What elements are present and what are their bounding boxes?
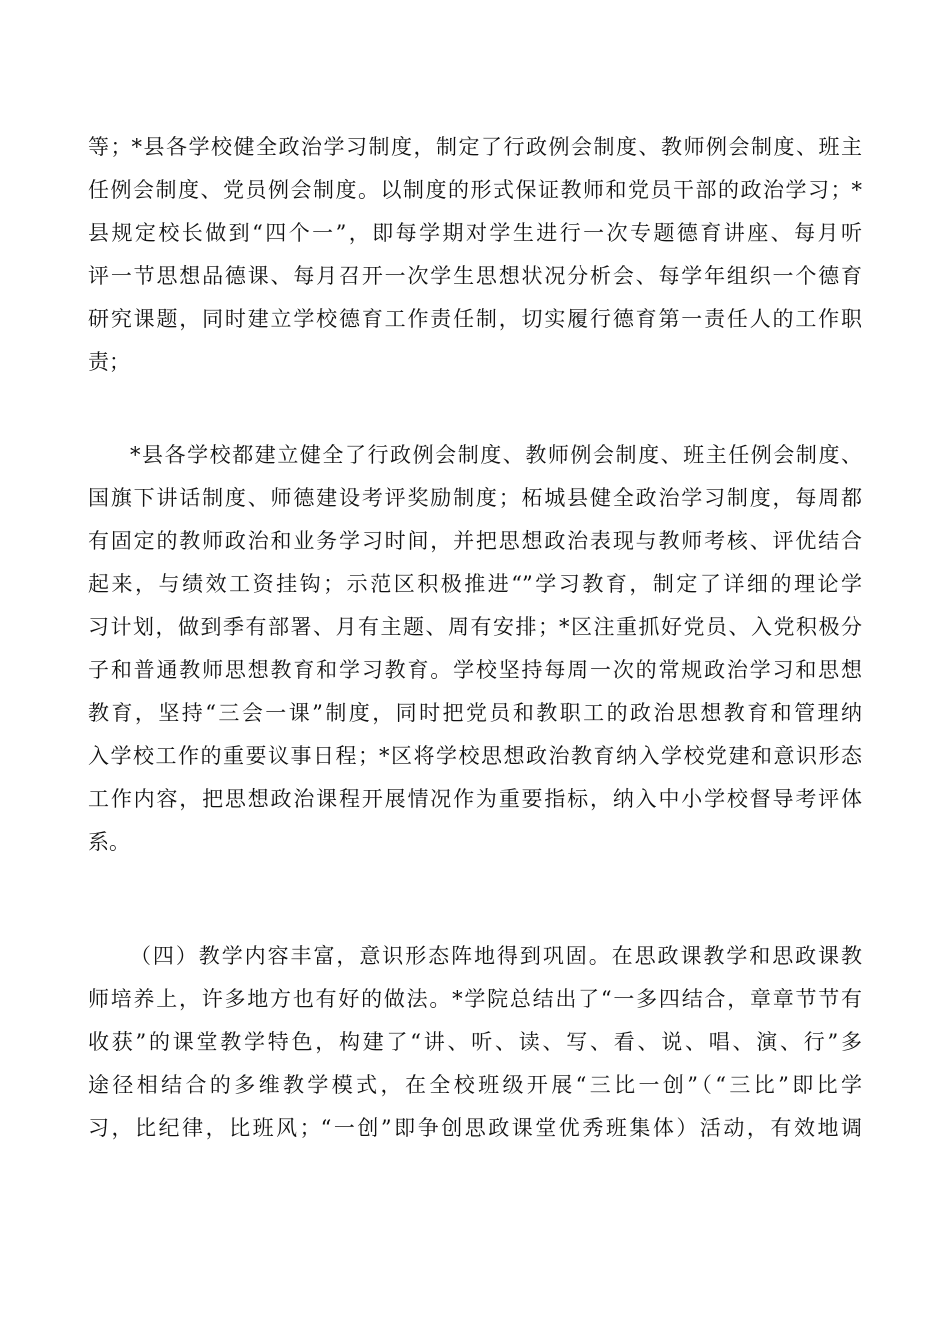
paragraph-2: [88, 434, 862, 864]
text-line: 入学校工作的重要议事日程；*区将学校思想政治教育纳入学校党建和意识形态: [88, 744, 862, 768]
text-line: （四）教学内容丰富，意识形态阵地得到巩固。在思政课教学和思政课教: [130, 944, 862, 968]
text-line: *县各学校都建立健全了行政例会制度、教师例会制度、班主任例会制度、: [130, 443, 862, 467]
paragraph-1: [88, 126, 862, 384]
text-line: 工作内容，把思想政治课程开展情况作为重要指标，纳入中小学校督导考评体: [88, 787, 862, 811]
paragraph-3: [88, 935, 862, 1150]
text-line: 师培养上，许多地方也有好的做法。*学院总结出了“一多四结合，章章节节有: [88, 987, 862, 1011]
text-line: 起来，与绩效工资挂钩；示范区积极推进“”学习教育，制定了详细的理论学: [88, 572, 862, 596]
text-line: 习，比纪律，比班风；“一创”即争创思政课堂优秀班集体）活动，有效地调: [88, 1116, 862, 1140]
text-line: 国旗下讲话制度、师德建设考评奖励制度；柘城县健全政治学习制度，每周都: [88, 486, 862, 510]
text-line: 系。: [88, 830, 130, 854]
text-line: 习计划，做到季有部署、月有主题、周有安排；*区注重抓好党员、入党积极分: [88, 615, 862, 639]
text-line: 途径相结合的多维教学模式，在全校班级开展“三比一创”（“三比”即比学: [88, 1073, 862, 1097]
text-line: 子和普通教师思想教育和学习教育。学校坚持每周一次的常规政治学习和思想: [88, 658, 862, 682]
text-line: 县规定校长做到“四个一”，即每学期对学生进行一次专题德育讲座、每月听: [88, 221, 862, 245]
text-line: 有固定的教师政治和业务学习时间，并把思想政治表现与教师考核、评优结合: [88, 529, 862, 553]
text-line: 教育，坚持“三会一课”制度，同时把党员和教职工的政治思想教育和管理纳: [88, 701, 862, 725]
text-line: 任例会制度、党员例会制度。以制度的形式保证教师和党员干部的政治学习；*: [88, 178, 862, 202]
text-line: 研究课题，同时建立学校德育工作责任制，切实履行德育第一责任人的工作职: [88, 307, 862, 331]
text-line: 责；: [88, 350, 130, 374]
text-line: 收获”的课堂教学特色，构建了“讲、听、读、写、看、说、唱、演、行”多: [88, 1030, 862, 1054]
text-line: 评一节思想品德课、每月召开一次学生思想状况分析会、每学年组织一个德育: [88, 264, 862, 288]
text-line: 等；*县各学校健全政治学习制度，制定了行政例会制度、教师例会制度、班主: [88, 135, 862, 159]
